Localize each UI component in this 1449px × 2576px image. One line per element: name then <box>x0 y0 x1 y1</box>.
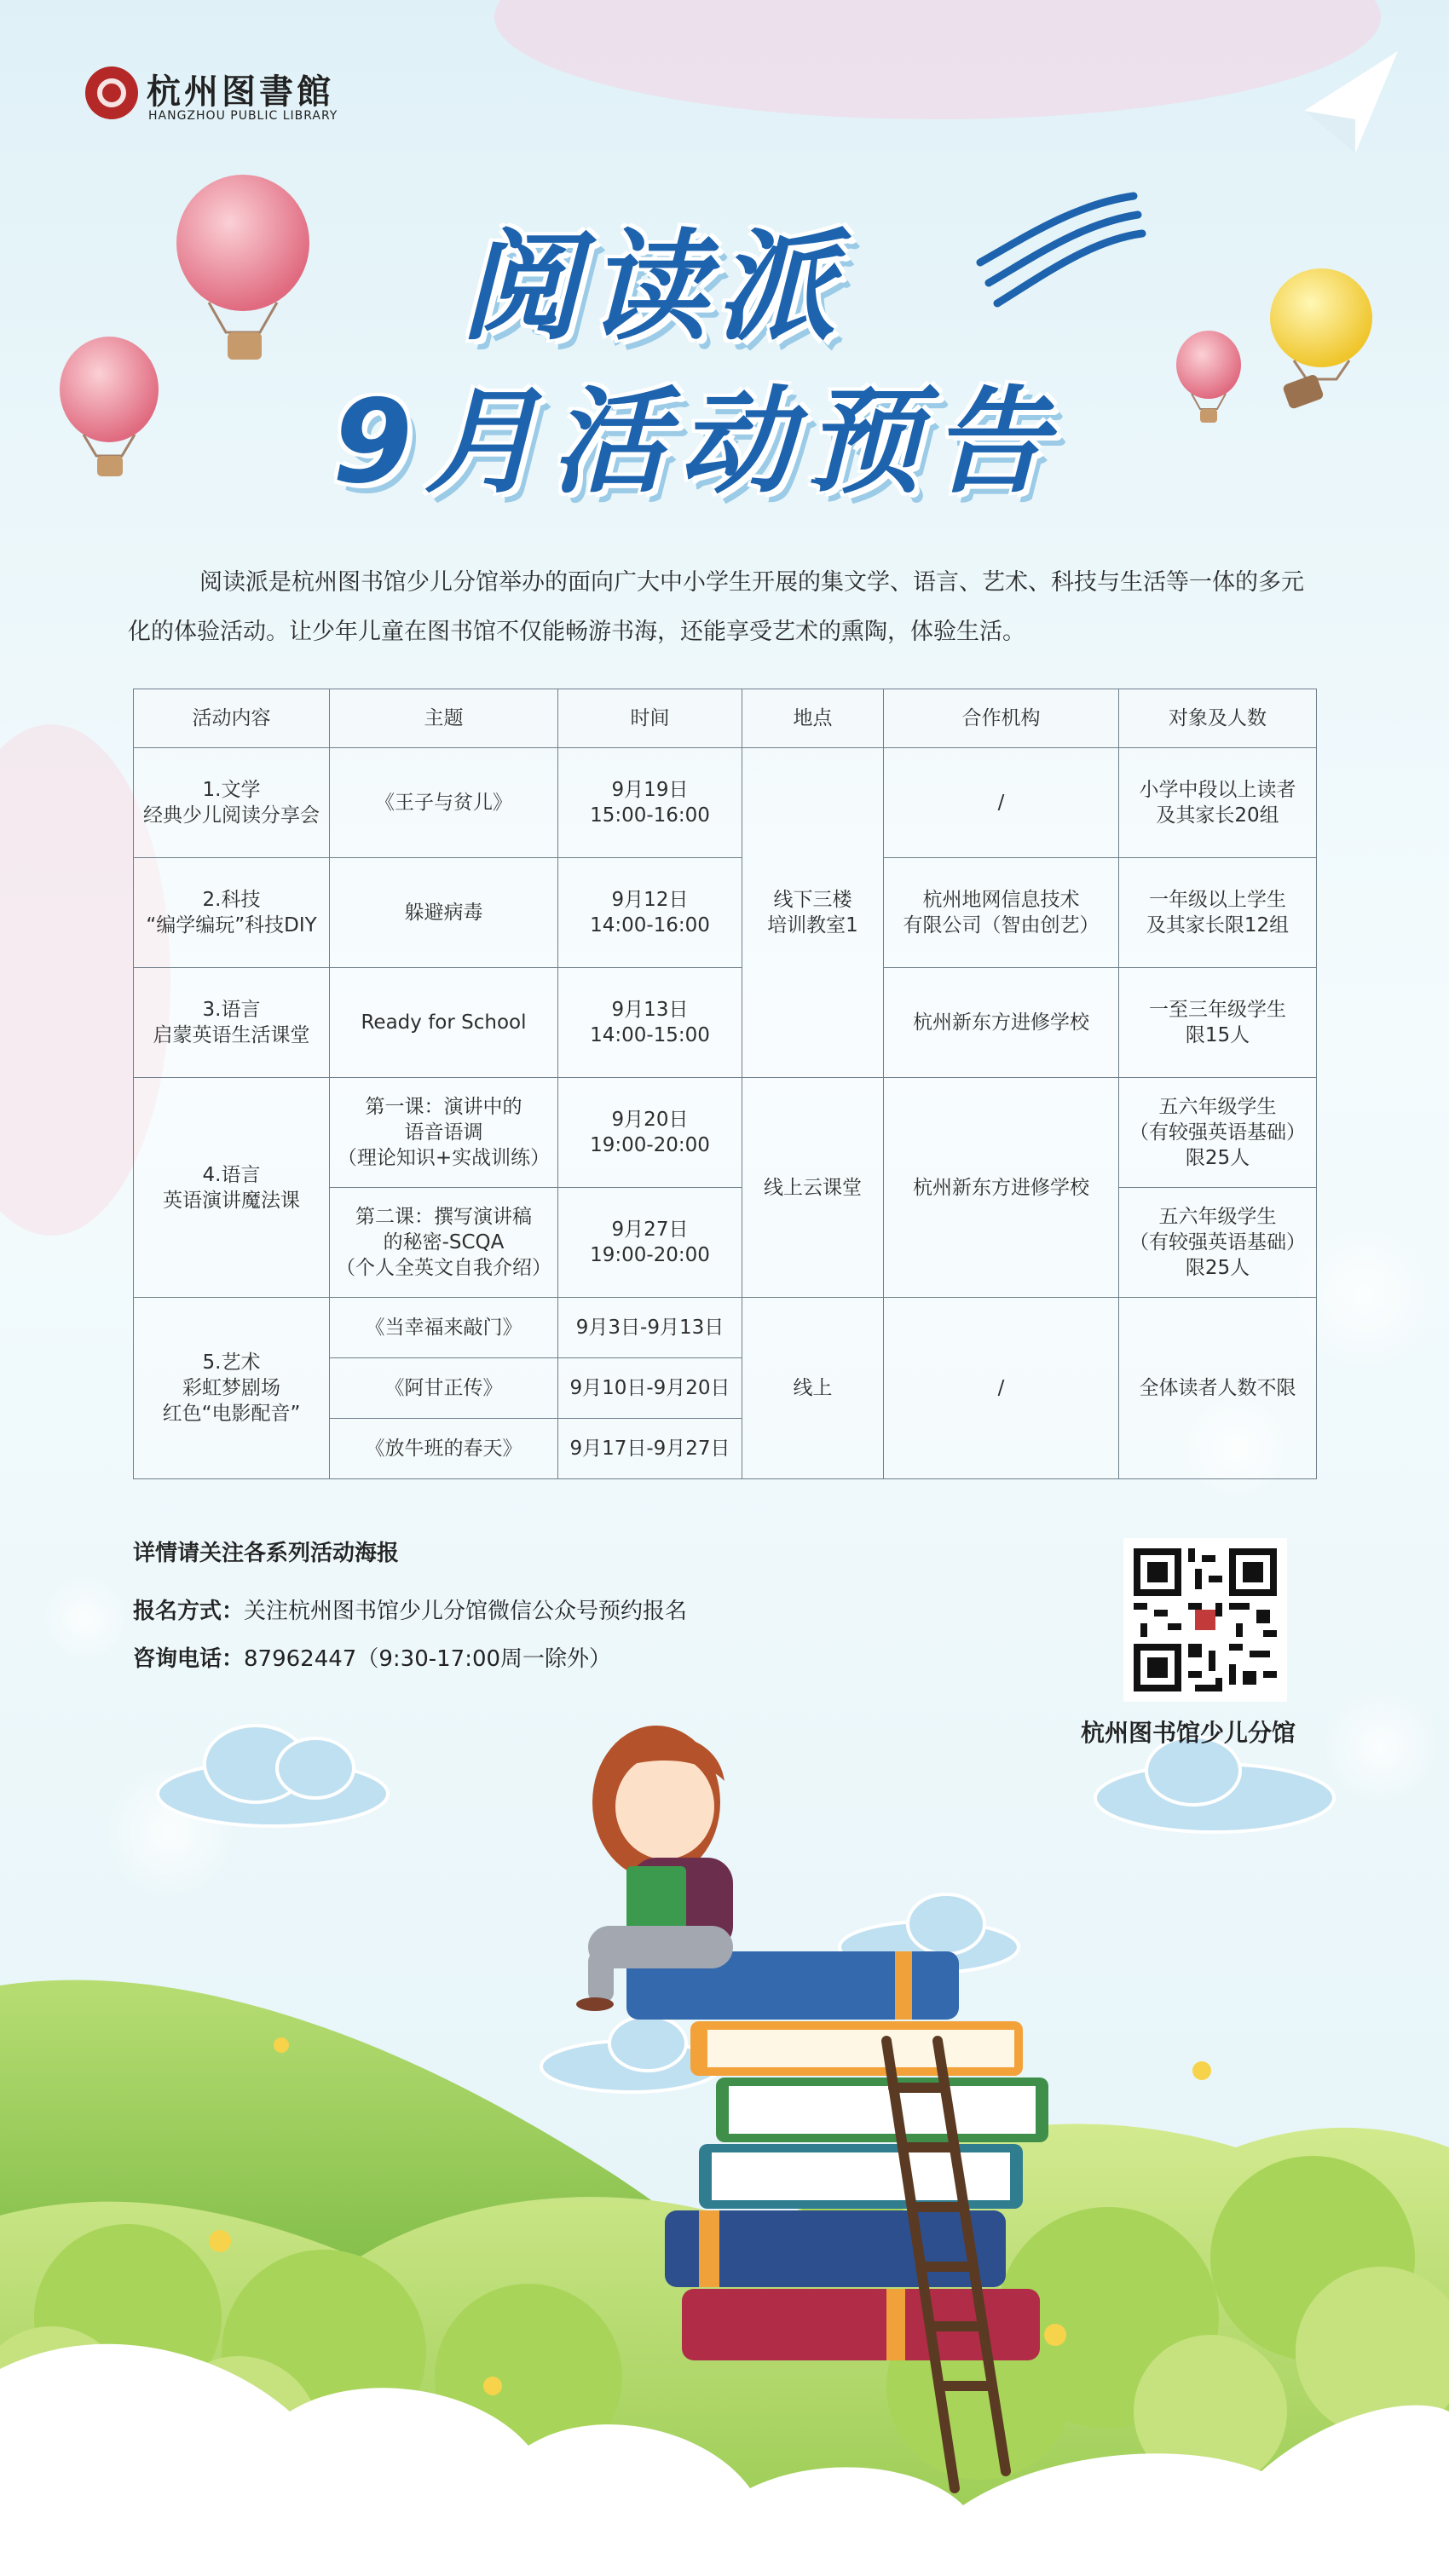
cell-partner: 杭州地网信息技术 有限公司（智由创艺） <box>884 858 1119 968</box>
cell-activity: 2.科技 “编学编玩”科技DIY <box>134 858 330 968</box>
details-note: 详情请关注各系列活动海报 <box>133 1541 400 1566</box>
header-time: 时间 <box>558 689 742 748</box>
library-name-en: HANGZHOU PUBLIC LIBRARY <box>148 109 338 123</box>
book-stack-illustration <box>626 1951 1048 2360</box>
qr-caption: 杭州图书馆少儿分馆 <box>1081 1719 1296 1747</box>
qr-code-icon <box>1127 1542 1284 1698</box>
phone-label: 咨询电话： <box>133 1646 245 1672</box>
cell-time: 9月12日 14:00-16:00 <box>558 858 742 968</box>
cell-activity: 5.艺术 彩虹梦剧场 红色“电影配音” <box>134 1298 330 1479</box>
cell-location: 线上云课堂 <box>742 1078 884 1298</box>
poster-subtitle: 9月活动预告 <box>332 375 1059 509</box>
cell-theme: 《王子与贫儿》 <box>330 748 558 858</box>
hot-air-balloon-icon <box>1176 331 1241 423</box>
cell-audience: 全体读者人数不限 <box>1119 1298 1317 1479</box>
cell-theme: 《放牛班的春天》 <box>330 1419 558 1479</box>
cell-audience: 一年级以上学生 及其家长限12组 <box>1119 858 1317 968</box>
cell-theme: 《当幸福来敲门》 <box>330 1298 558 1358</box>
table-row <box>134 968 1317 1078</box>
cell-audience: 一至三年级学生 限15人 <box>1119 968 1317 1078</box>
library-name-cn: 杭州图書館 <box>147 72 334 112</box>
cell-partner: 杭州新东方进修学校 <box>884 1078 1119 1298</box>
header-partner: 合作机构 <box>884 689 1119 748</box>
signup-label: 报名方式： <box>133 1599 245 1624</box>
signup-text: 关注杭州图书馆少儿分馆微信公众号预约报名 <box>244 1599 688 1624</box>
cell-activity: 4.语言 英语演讲魔法课 <box>134 1078 330 1298</box>
activity-schedule-table <box>133 689 1317 1479</box>
cell-time: 9月27日 19:00-20:00 <box>558 1188 742 1298</box>
cell-audience: 小学中段以上读者 及其家长20组 <box>1119 748 1317 858</box>
cell-time: 9月17日-9月27日 <box>558 1419 742 1479</box>
cell-location: 线上 <box>742 1298 884 1479</box>
phone-text: 87962447（9:30-17:00周一除外） <box>244 1646 612 1672</box>
table-row <box>134 1298 1317 1358</box>
cell-time: 9月10日-9月20日 <box>558 1358 742 1419</box>
wechat-qr-code[interactable] <box>1123 1538 1287 1702</box>
cell-audience: 五六年级学生 （有较强英语基础） 限25人 <box>1119 1188 1317 1298</box>
table-row <box>134 748 1317 858</box>
cell-activity: 1.文学 经典少儿阅读分享会 <box>134 748 330 858</box>
cell-time: 9月3日-9月13日 <box>558 1298 742 1358</box>
cell-theme: 第二课：撰写演讲稿 的秘密-SCQA （个人全英文自我介绍） <box>330 1188 558 1298</box>
hot-air-balloon-icon <box>176 175 309 360</box>
swoosh-decoration <box>980 196 1142 303</box>
header-audience: 对象及人数 <box>1119 689 1317 748</box>
cell-partner: / <box>884 748 1119 858</box>
cell-theme: 《阿甘正传》 <box>330 1358 558 1419</box>
header-location: 地点 <box>742 689 884 748</box>
table-header-row <box>134 689 1317 748</box>
cell-time: 9月19日 15:00-16:00 <box>558 748 742 858</box>
cell-location: 线下三楼 培训教室1 <box>742 748 884 1078</box>
hot-air-balloon-icon <box>1270 268 1372 410</box>
header-activity: 活动内容 <box>134 689 330 748</box>
header-theme: 主题 <box>330 689 558 748</box>
cell-partner: / <box>884 1298 1119 1479</box>
hot-air-balloon-icon <box>60 337 159 476</box>
cell-theme: Ready for School <box>330 968 558 1078</box>
girl-reading-illustration <box>576 1726 733 2011</box>
signup-info <box>133 1593 687 1625</box>
cell-theme: 第一课：演讲中的 语音语调 （理论知识+实战训练） <box>330 1078 558 1188</box>
cell-partner: 杭州新东方进修学校 <box>884 968 1119 1078</box>
library-logo-icon <box>85 66 138 119</box>
intro-paragraph: 阅读派是杭州图书馆少儿分馆举办的面向广大中小学生开展的集文学、语言、艺术、科技与生活等一体的多元化的体验活动。让少年儿童在图书馆不仅能畅游书海，还能享受艺术的熏陶，体验生活。 <box>128 569 1304 645</box>
cell-time: 9月20日 19:00-20:00 <box>558 1078 742 1188</box>
table-row <box>134 1078 1317 1188</box>
cell-audience: 五六年级学生 （有较强英语基础） 限25人 <box>1119 1078 1317 1188</box>
cell-activity: 3.语言 启蒙英语生活课堂 <box>134 968 330 1078</box>
phone-info <box>133 1641 611 1673</box>
poster-title: 阅读派 <box>460 218 845 357</box>
library-logo <box>85 66 367 126</box>
cell-time: 9月13日 14:00-15:00 <box>558 968 742 1078</box>
table-row <box>134 858 1317 968</box>
cell-theme: 躲避病毒 <box>330 858 558 968</box>
